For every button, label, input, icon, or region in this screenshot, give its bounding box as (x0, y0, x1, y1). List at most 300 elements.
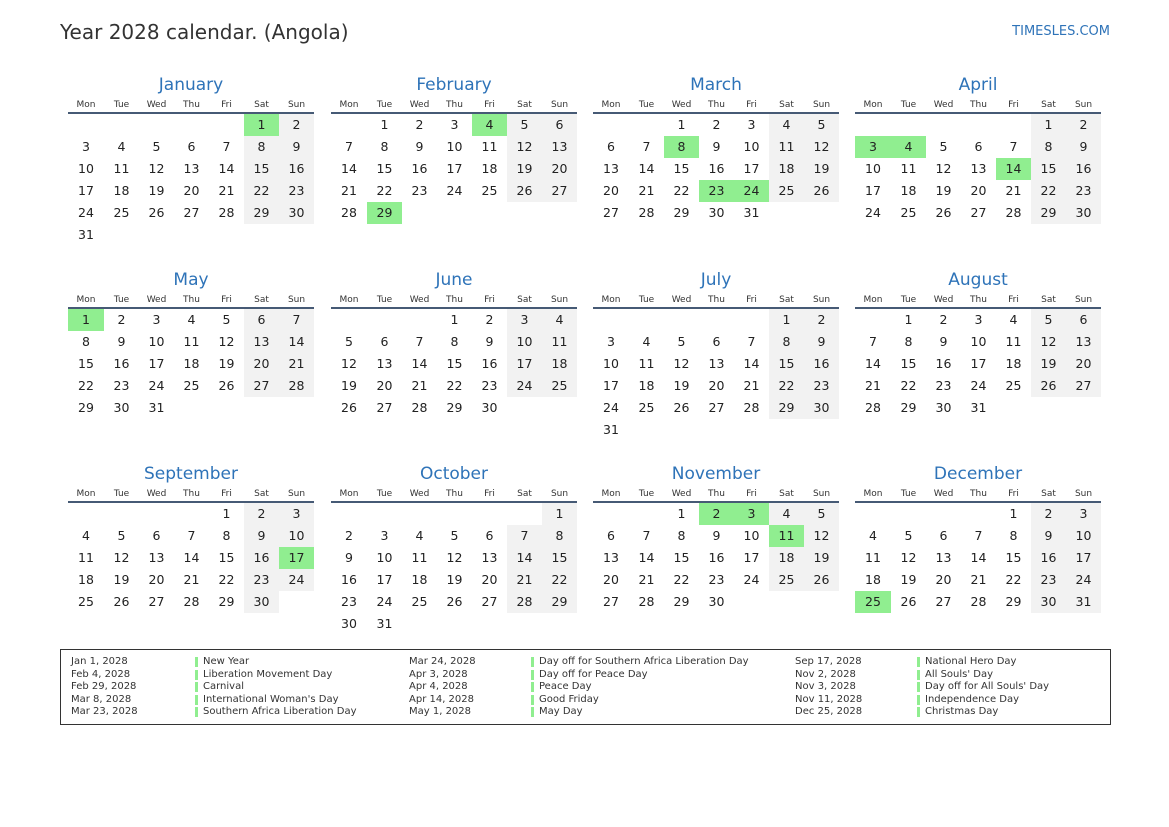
day-holiday: 29 (367, 202, 402, 224)
weekday-label: Sun (287, 100, 306, 110)
day-cell: 29 (1005, 594, 1022, 609)
day-cell: 1 (1009, 506, 1018, 521)
day-empty (507, 503, 542, 525)
day-cell: 22 (542, 569, 577, 591)
day-cell: 8 (769, 331, 804, 353)
month-name: January (158, 75, 224, 95)
day-cell: 13 (481, 550, 498, 565)
day-cell: 21 (638, 183, 655, 198)
day-cell: 3 (974, 312, 983, 327)
day-cell: 15 (446, 356, 463, 371)
day-cell: 8 (1009, 528, 1018, 543)
weekday-label: Mon (863, 295, 883, 305)
day-cell: 3 (380, 528, 389, 543)
day-cell: 5 (1031, 309, 1066, 331)
day-cell: 10 (970, 334, 987, 349)
legend-holiday-name: Carnival (203, 681, 244, 692)
weekday-label: Mon (76, 295, 96, 305)
weekday-label: Sat (1041, 295, 1056, 305)
day-cell: 25 (183, 378, 200, 393)
day-cell: 7 (974, 528, 983, 543)
day-cell: 3 (152, 312, 161, 327)
day-cell: 26 (935, 205, 952, 220)
weekday-label: Thu (708, 295, 725, 305)
day-cell: 9 (1031, 525, 1066, 547)
day-cell: 22 (769, 375, 804, 397)
day-cell: 15 (900, 356, 917, 371)
day-cell: 27 (376, 400, 393, 415)
day-cell: 24 (1066, 569, 1101, 591)
day-cell: 31 (148, 400, 165, 415)
day-cell: 6 (187, 139, 196, 154)
day-cell: 26 (218, 378, 235, 393)
day-holiday: 4 (891, 136, 926, 158)
legend-date: Nov 3, 2028 (795, 681, 856, 692)
legend-holiday-name: May Day (539, 706, 583, 717)
day-cell: 30 (341, 616, 357, 631)
day-cell: 16 (708, 161, 725, 176)
day-cell: 25 (542, 375, 577, 397)
day-empty (891, 114, 926, 136)
weekday-label: Sun (812, 489, 831, 499)
day-empty (891, 503, 926, 525)
day-cell: 4 (117, 139, 126, 154)
day-grid (68, 114, 314, 246)
day-cell: 25 (638, 400, 655, 415)
day-cell: 7 (869, 334, 877, 349)
day-cell: 12 (900, 550, 917, 565)
day-cell: 21 (865, 378, 881, 393)
month-name: March (690, 75, 742, 95)
day-empty (139, 114, 174, 136)
day-cell: 20 (481, 572, 498, 587)
day-cell: 15 (542, 547, 577, 569)
day-cell: 17 (970, 356, 987, 371)
weekday-header (331, 487, 577, 503)
day-cell: 11 (865, 550, 881, 565)
day-cell: 10 (743, 528, 760, 543)
day-cell: 3 (747, 117, 756, 132)
day-cell: 8 (244, 136, 279, 158)
day-cell: 18 (481, 161, 498, 176)
day-cell: 29 (78, 400, 94, 415)
day-cell: 21 (507, 569, 542, 591)
weekday-label: Sun (1074, 295, 1093, 305)
weekday-header (68, 98, 314, 114)
day-empty (139, 503, 174, 525)
day-cell: 23 (935, 378, 952, 393)
day-cell: 14 (183, 550, 200, 565)
legend-date: Jan 1, 2028 (71, 656, 128, 667)
weekday-label: Thu (970, 295, 987, 305)
weekday-header (855, 487, 1101, 503)
month-name: October (419, 464, 489, 484)
day-cell: 24 (148, 378, 165, 393)
day-cell: 22 (218, 572, 235, 587)
day-holiday: 25 (855, 591, 891, 613)
day-grid (331, 503, 577, 635)
weekday-header (68, 487, 314, 503)
day-empty (699, 309, 734, 331)
day-empty (331, 503, 367, 525)
legend-date: Mar 24, 2028 (409, 656, 476, 667)
day-cell: 11 (411, 550, 428, 565)
day-cell: 28 (341, 205, 357, 220)
day-grid (855, 503, 1101, 613)
day-empty (402, 309, 437, 331)
day-cell: 11 (769, 136, 804, 158)
day-cell: 6 (244, 309, 279, 331)
day-cell: 22 (446, 378, 463, 393)
weekday-label: Sun (1074, 100, 1093, 110)
weekday-label: Thu (183, 295, 200, 305)
day-cell: 5 (904, 528, 913, 543)
day-cell: 19 (804, 158, 839, 180)
day-cell: 21 (183, 572, 200, 587)
legend-holiday-name: National Hero Day (925, 656, 1017, 667)
day-cell: 10 (148, 334, 165, 349)
weekday-label: Wed (671, 489, 692, 499)
day-empty (629, 114, 664, 136)
day-cell: 27 (603, 594, 619, 609)
weekday-label: Mon (339, 100, 359, 110)
day-cell: 7 (747, 334, 756, 349)
day-cell: 27 (603, 205, 619, 220)
day-cell: 16 (935, 356, 952, 371)
month-december (855, 463, 1101, 613)
weekday-label: Tue (113, 100, 130, 110)
day-cell: 1 (222, 506, 231, 521)
day-cell: 28 (638, 594, 655, 609)
month-november (593, 463, 839, 613)
day-cell: 4 (869, 528, 877, 543)
day-holiday: 3 (734, 503, 769, 525)
day-cell: 19 (673, 378, 690, 393)
day-cell: 21 (970, 572, 987, 587)
day-cell: 15 (1005, 550, 1022, 565)
month-july (593, 269, 839, 441)
day-empty (996, 114, 1031, 136)
day-cell: 4 (542, 309, 577, 331)
legend-date: Nov 2, 2028 (795, 668, 856, 680)
month-march (593, 74, 839, 224)
day-cell: 10 (78, 161, 94, 176)
day-cell: 3 (279, 503, 314, 525)
day-cell: 21 (341, 183, 357, 198)
weekday-header (331, 98, 577, 114)
legend-date: Feb 4, 2028 (71, 668, 131, 680)
day-cell: 18 (638, 378, 655, 393)
day-cell: 25 (78, 594, 94, 609)
day-cell: 7 (187, 528, 196, 543)
day-cell: 14 (638, 161, 655, 176)
day-cell: 13 (244, 331, 279, 353)
month-name: July (700, 270, 732, 290)
day-cell: 31 (743, 205, 760, 220)
weekday-label: Thu (970, 100, 987, 110)
day-cell: 10 (507, 331, 542, 353)
day-cell: 20 (603, 183, 619, 198)
month-name: September (144, 464, 238, 484)
day-cell: 14 (218, 161, 235, 176)
day-cell: 18 (113, 183, 130, 198)
day-cell: 25 (769, 569, 804, 591)
brand-link[interactable]: TIMESLES.COM (1012, 24, 1110, 39)
day-cell: 26 (804, 180, 839, 202)
day-cell: 16 (1066, 158, 1101, 180)
month-august (855, 269, 1101, 419)
day-cell: 29 (673, 594, 690, 609)
day-empty (104, 114, 139, 136)
day-cell: 7 (279, 309, 314, 331)
day-cell: 19 (113, 572, 130, 587)
legend-color-marker (917, 657, 920, 667)
day-cell: 11 (183, 334, 200, 349)
month-name: August (948, 270, 1008, 290)
day-cell: 26 (804, 569, 839, 591)
day-cell: 11 (481, 139, 498, 154)
day-empty (629, 309, 664, 331)
day-cell: 27 (183, 205, 200, 220)
weekday-header (68, 293, 314, 309)
day-cell: 6 (712, 334, 721, 349)
day-cell: 13 (935, 550, 952, 565)
day-cell: 2 (415, 117, 424, 132)
month-january (68, 74, 314, 246)
day-cell: 24 (279, 569, 314, 591)
weekday-label: Wed (933, 489, 954, 499)
day-cell: 12 (113, 550, 130, 565)
day-cell: 31 (970, 400, 987, 415)
day-empty (331, 114, 367, 136)
day-cell: 26 (341, 400, 357, 415)
legend-item (61, 694, 1110, 707)
day-cell: 3 (607, 334, 615, 349)
day-cell: 19 (507, 158, 542, 180)
day-cell: 4 (1009, 312, 1018, 327)
day-cell: 16 (113, 356, 130, 371)
legend-color-marker (917, 670, 920, 680)
day-empty (174, 114, 209, 136)
weekday-label: Sat (1041, 489, 1056, 499)
day-cell: 28 (507, 591, 542, 613)
weekday-label: Tue (376, 295, 393, 305)
weekday-label: Fri (484, 100, 495, 110)
day-cell: 6 (152, 528, 161, 543)
day-cell: 12 (148, 161, 165, 176)
day-cell: 17 (603, 378, 619, 393)
weekday-label: Sun (550, 489, 569, 499)
day-cell: 22 (1031, 180, 1066, 202)
weekday-label: Fri (1008, 489, 1019, 499)
day-cell: 24 (865, 205, 881, 220)
weekday-label: Wed (409, 295, 430, 305)
month-name: June (435, 270, 473, 290)
day-cell: 2 (117, 312, 126, 327)
day-cell: 24 (603, 400, 619, 415)
day-cell: 13 (148, 550, 165, 565)
day-cell: 5 (152, 139, 161, 154)
day-cell: 14 (970, 550, 987, 565)
day-grid (331, 114, 577, 224)
day-cell: 19 (804, 547, 839, 569)
day-cell: 13 (183, 161, 200, 176)
day-cell: 3 (450, 117, 459, 132)
weekday-header (593, 487, 839, 503)
weekday-label: Tue (113, 295, 130, 305)
day-cell: 27 (708, 400, 725, 415)
day-holiday: 23 (699, 180, 734, 202)
weekday-label: Sat (517, 295, 532, 305)
day-cell: 22 (244, 180, 279, 202)
day-cell: 4 (769, 503, 804, 525)
day-cell: 22 (78, 378, 94, 393)
weekday-label: Fri (484, 489, 495, 499)
day-cell: 16 (279, 158, 314, 180)
day-cell: 24 (743, 572, 760, 587)
day-cell: 22 (376, 183, 393, 198)
day-empty (402, 503, 437, 525)
weekday-label: Sat (779, 489, 794, 499)
day-cell: 20 (935, 572, 952, 587)
day-cell: 23 (113, 378, 130, 393)
day-cell: 9 (712, 139, 721, 154)
weekday-label: Sat (779, 100, 794, 110)
day-cell: 13 (1066, 331, 1101, 353)
day-cell: 25 (900, 205, 917, 220)
day-cell: 8 (677, 528, 686, 543)
day-cell: 11 (542, 331, 577, 353)
day-cell: 6 (542, 114, 577, 136)
day-cell: 1 (677, 117, 686, 132)
day-cell: 15 (376, 161, 393, 176)
day-cell: 10 (743, 139, 760, 154)
day-cell: 30 (481, 400, 498, 415)
day-holiday: 24 (734, 180, 769, 202)
day-cell: 2 (712, 117, 721, 132)
month-name: February (416, 75, 492, 95)
month-october (331, 463, 577, 635)
day-cell: 8 (904, 334, 913, 349)
page-title: Year 2028 calendar. (Angola) (60, 20, 349, 44)
day-cell: 7 (1009, 139, 1018, 154)
day-grid (855, 309, 1101, 419)
day-cell: 15 (673, 550, 690, 565)
weekday-label: Tue (638, 100, 655, 110)
month-name: November (671, 464, 761, 484)
weekday-label: Wed (671, 295, 692, 305)
day-cell: 26 (507, 180, 542, 202)
day-holiday: 8 (664, 136, 699, 158)
legend-holiday-name: Day off for All Souls' Day (925, 681, 1050, 692)
day-cell: 14 (865, 356, 881, 371)
legend-date: Nov 11, 2028 (795, 693, 863, 705)
day-cell: 25 (1005, 378, 1022, 393)
day-cell: 9 (485, 334, 494, 349)
day-cell: 3 (82, 139, 90, 154)
day-cell: 24 (78, 205, 94, 220)
day-cell: 12 (804, 136, 839, 158)
day-cell: 26 (1031, 375, 1066, 397)
weekday-label: Sun (287, 295, 306, 305)
day-cell: 10 (865, 161, 881, 176)
day-cell: 30 (708, 594, 725, 609)
day-cell: 13 (376, 356, 393, 371)
day-cell: 18 (1005, 356, 1022, 371)
day-cell: 26 (148, 205, 165, 220)
day-cell: 5 (939, 139, 948, 154)
day-cell: 3 (1066, 503, 1101, 525)
day-empty (961, 114, 996, 136)
day-cell: 27 (1066, 375, 1101, 397)
day-cell: 21 (411, 378, 428, 393)
day-cell: 20 (603, 572, 619, 587)
weekday-label: Tue (900, 295, 917, 305)
day-cell: 8 (450, 334, 459, 349)
weekday-label: Wed (671, 100, 692, 110)
day-grid (68, 309, 314, 419)
day-empty (367, 503, 402, 525)
day-cell: 29 (244, 202, 279, 224)
day-cell: 30 (935, 400, 952, 415)
day-cell: 28 (743, 400, 760, 415)
day-grid (593, 309, 839, 441)
day-cell: 26 (446, 594, 463, 609)
day-cell: 29 (218, 594, 235, 609)
weekday-label: Sun (287, 489, 306, 499)
day-grid (593, 114, 839, 224)
day-cell: 17 (1066, 547, 1101, 569)
legend-holiday-name: Day off for Southern Africa Liberation Day (539, 656, 749, 667)
weekday-label: Thu (970, 489, 987, 499)
day-cell: 18 (183, 356, 200, 371)
day-empty (367, 309, 402, 331)
legend-holiday-name: Day off for Peace Day (539, 668, 648, 680)
weekday-header (593, 293, 839, 309)
day-cell: 16 (708, 550, 725, 565)
month-september (68, 463, 314, 613)
day-cell: 9 (244, 525, 279, 547)
day-cell: 6 (380, 334, 389, 349)
day-cell: 17 (743, 550, 760, 565)
day-cell: 7 (642, 139, 651, 154)
day-cell: 12 (935, 161, 952, 176)
weekday-header (331, 293, 577, 309)
weekday-label: Mon (863, 489, 883, 499)
day-cell: 26 (673, 400, 690, 415)
day-empty (331, 309, 367, 331)
day-cell: 23 (481, 378, 498, 393)
day-empty (926, 503, 961, 525)
legend-date: Apr 14, 2028 (409, 693, 475, 705)
day-cell: 20 (1066, 353, 1101, 375)
weekday-label: Fri (484, 295, 495, 305)
day-cell: 21 (218, 183, 235, 198)
weekday-label: Tue (638, 489, 655, 499)
day-cell: 4 (642, 334, 651, 349)
day-cell: 21 (279, 353, 314, 375)
day-empty (629, 503, 664, 525)
day-cell: 30 (113, 400, 130, 415)
day-cell: 25 (411, 594, 428, 609)
day-cell: 18 (769, 158, 804, 180)
day-cell: 6 (974, 139, 983, 154)
day-cell: 20 (970, 183, 987, 198)
day-cell: 22 (673, 572, 690, 587)
day-empty (593, 114, 629, 136)
day-empty (209, 114, 244, 136)
day-cell: 14 (638, 550, 655, 565)
